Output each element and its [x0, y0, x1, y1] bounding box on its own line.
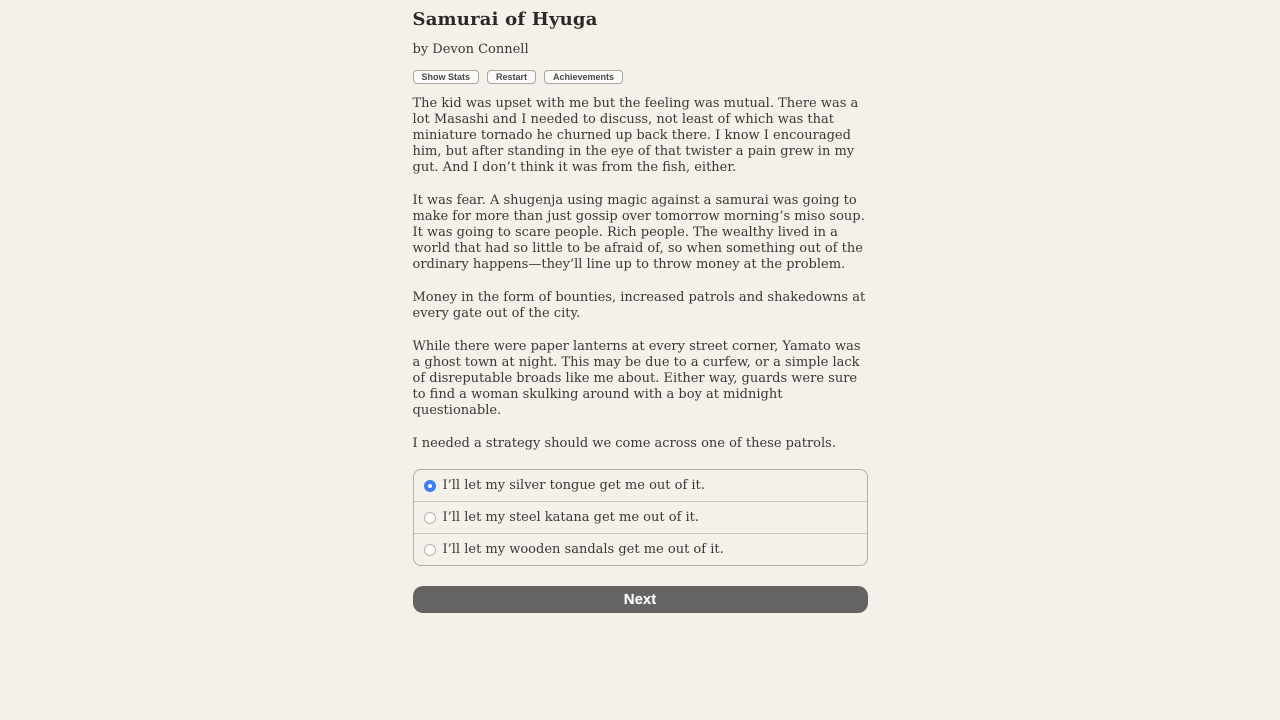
story-paragraph: While there were paper lanterns at every street corner, Yamato was a ghost town at night. This may be due to a curfew, or a simple lack of disreputable broads like me about. Either way, guards were sure to find a woman skulking around with a boy at midnight questionable. [412, 339, 861, 418]
author-byline: by Devon Connell [412, 42, 529, 57]
choice-option-wooden-sandals[interactable] [414, 533, 867, 565]
choice-option-steel-katana[interactable] [414, 501, 867, 533]
story-paragraph: It was fear. A shugenja using magic against a samurai was going to make for more than just gossip over tomorrow morning’s miso soup. It was going to scare people. Rich people. The wealthy lived in a world that had so little to be afraid of, so when something out of the ordinary happens—they’ll line up to throw money at the problem. [412, 193, 865, 272]
radio-button-icon[interactable] [424, 480, 436, 492]
toolbar [413, 70, 868, 84]
radio-button-icon[interactable] [424, 512, 436, 524]
radio-button-icon[interactable] [424, 544, 436, 556]
choice-group [413, 469, 868, 566]
achievements-button[interactable]: Achievements [544, 70, 623, 84]
story-paragraph: Money in the form of bounties, increased patrols and shakedowns at every gate out of the city. [412, 290, 866, 321]
story-paragraph: The kid was upset with me but the feeling was mutual. There was a lot Masashi and I needed to discuss, not least of which was that miniature tornado he churned up back there. I know I encouraged him, but after standing in the eye of that twister a pain grew in my gut. And I don’t think it was from the fish, either. [412, 96, 859, 175]
choice-option-silver-tongue[interactable] [414, 470, 867, 501]
restart-button[interactable]: Restart [487, 70, 536, 84]
choice-label: I’ll let my silver tongue get me out of it. [442, 478, 705, 493]
show-stats-button[interactable]: Show Stats [413, 70, 480, 84]
choice-label: I’ll let my wooden sandals get me out of it. [442, 542, 724, 557]
choice-label: I’ll let my steel katana get me out of it. [442, 510, 700, 525]
page-title: Samurai of Hyuga [412, 9, 598, 30]
story-paragraph: I needed a strategy should we come across one of these patrols. [412, 436, 836, 451]
story-text [413, 96, 868, 452]
game-container [413, 0, 868, 613]
next-button[interactable]: Next [413, 586, 868, 613]
